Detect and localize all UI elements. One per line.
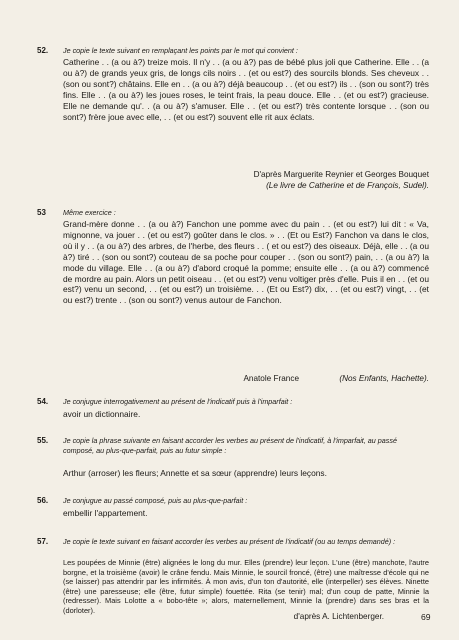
exercise-57-number: 57. bbox=[37, 537, 49, 546]
exercise-52-text: Catherine . . (a ou à?) treize mois. Il n'y . . (a ou à?) pas de bébé plus joli que Catherine. Elle . . (a ou à?) de grands yeux gris, de longs cils noirs . . (et ou est?) des sourcils blonds. Ses cheveux . . (son ou sont?) châtains. Elle en . . (a ou à?) déjà beaucoup . . (et ou est?) ils . . (son ou sont?) très fins. Elle . . (a ou à?) les joues roses, le teint frais, la peau douce. Elle . . (et ou est?) gracieuse. Elle ne demande qu'. . (a ou à?) s'amuser. Elle . . (et ou est?) très contente lorsque . . (son ou sont?) frère joue avec elle, . . (et ou est?) souvent elle rit aux éclats. bbox=[63, 57, 429, 122]
exercise-53-instruction: Même exercice : bbox=[63, 208, 116, 217]
exercise-55-number: 55. bbox=[37, 436, 49, 445]
exercise-52-attribution: D'après Marguerite Reynier et Georges Bouquet bbox=[253, 170, 429, 179]
exercise-57-attribution: d'après A. Lichtenberger. bbox=[293, 612, 384, 621]
exercise-56-number: 56. bbox=[37, 496, 49, 505]
exercise-55-instruction: Je copie la phrase suivante en faisant accorder les verbes au présent de l'indicatif, à l'imparfait, au passé composé, au plus-que-parfait, puis au futur simple : bbox=[63, 436, 397, 455]
exercise-56-instruction: Je conjugue au passé composé, puis au plus-que-parfait : bbox=[63, 496, 248, 505]
exercise-57-instruction: Je copie le texte suivant en faisant accorder les verbes au présent de l'indicatif (ou au temps demandé) : bbox=[63, 537, 396, 546]
exercise-54-number: 54. bbox=[37, 397, 49, 406]
exercise-55-text: Arthur (arroser) les fleurs; Annette et sa sœur (apprendre) leurs leçons. bbox=[63, 468, 327, 478]
exercise-53-text: Grand-mère donne . . (a ou à?) Fanchon une pomme avec du pain . . (et ou est?) lui dit : « Va, mignonne, va jouer . . (et ou est?) goûter dans le clos. » . . (Et ou Est?) Fanchon va dans le clos, où il y . . (a ou à?) des arbres, de l'herbe, des fleurs . . ( et ou est?) des oiseaux. Déjà, elle . . (a ou à?) tiré . . (son ou sont?) couteau de sa poche pour couper . . (son ou sont?) pain, . . (a ou à?) la mode du village. Elle . . (a ou à?) d'abord croqué la pomme; ensuite elle . . (a ou à?) commencé de mordre au pain. Alors un petit oiseau . . (et ou est?) venu voltiger près d'elle. Puis il en . . (et ou est?) venu un second, . . (et ou est?) un troisième. . . (Et ou Est?) dix, . . (et ou est?) vingt, . . (et ou est?) trente . . (son ou sont?) venus autour de Fanchon. bbox=[63, 219, 429, 306]
exercise-56-text: embellir l'appartement. bbox=[63, 508, 148, 518]
exercise-52-instruction: Je copie le texte suivant en remplaçant les points par le mot qui convient : bbox=[63, 46, 298, 55]
exercise-52-source: (Le livre de Catherine et de François, Sudel). bbox=[266, 181, 429, 190]
exercise-57-text: Les poupées de Minnie (être) alignées le long du mur. Elles (prendre) leur leçon. L'une (être) manchote, l'autre borgne, et la troisième (avoir) le crâne fendu. Mais Minnie, le sourcil froncé, (être) une maîtresse d'école qui ne (se laisser) pas attendrir par les infirmités. À mon avis, d'un ton d'autorité, elle (interpeller) ses élèves. Ninette (être) une paresseuse; elle (être, futur simple) fouettée. Rita (se tenir) mal; d'un coup de patte, Minnie la (redresser). Mais Lolotte a « bobo-tête »; alors, maternellement, Minnie la (prendre) dans ses bras et la (dorloter). bbox=[63, 558, 429, 615]
exercise-53-attribution: Anatole France bbox=[243, 374, 299, 383]
exercise-52-number: 52. bbox=[37, 46, 49, 55]
exercise-54-text: avoir un dictionnaire. bbox=[63, 409, 141, 419]
exercise-54-instruction: Je conjugue interrogativement au présent de l'indicatif puis à l'imparfait : bbox=[63, 397, 293, 406]
page-number: 69 bbox=[421, 612, 431, 622]
exercise-53-number: 53 bbox=[37, 208, 46, 217]
exercise-53-source: (Nos Enfants, Hachette). bbox=[339, 374, 429, 383]
